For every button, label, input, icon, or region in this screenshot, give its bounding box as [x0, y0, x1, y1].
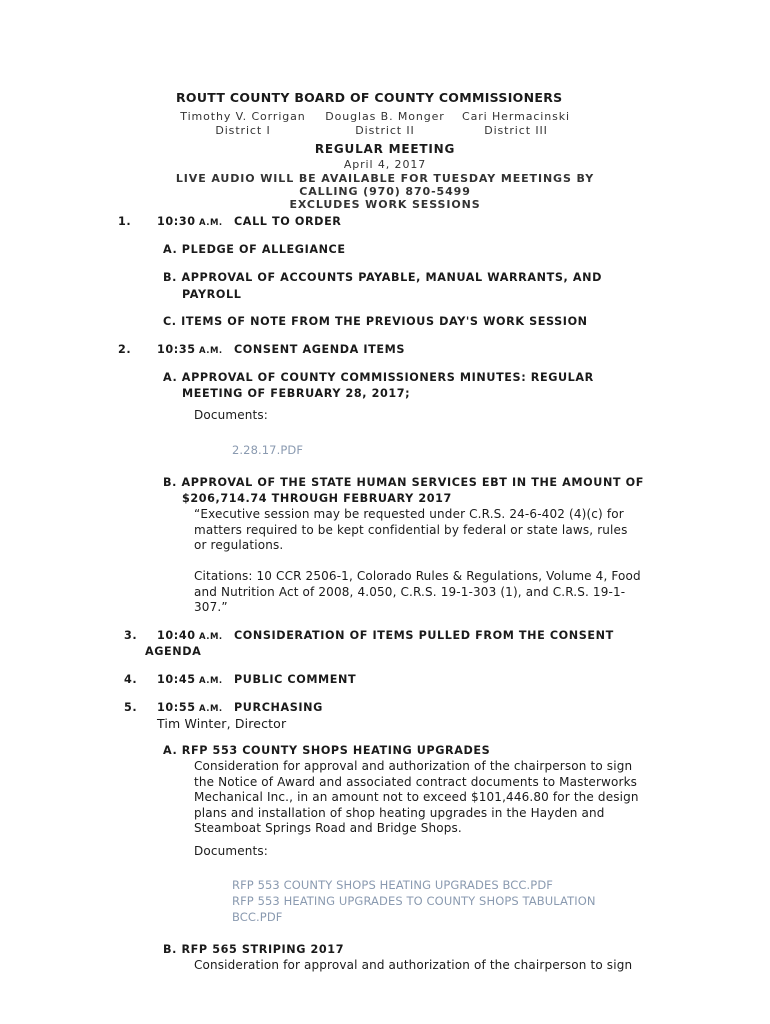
commissioner-2-district: District II — [355, 124, 415, 137]
item-5-title: PURCHASING — [234, 701, 323, 714]
document-link-2-28-17[interactable]: 2.28.17.PDF — [232, 443, 304, 457]
item-1b-line2: PAYROLL — [182, 288, 242, 301]
item-3-ampm: A.M. — [199, 632, 223, 642]
item-2b-line1: B. APPROVAL OF THE STATE HUMAN SERVICES EBT IN THE AMOUNT OF — [163, 476, 644, 489]
item-5b-title: B. RFP 565 STRIPING 2017 — [163, 943, 345, 956]
audio-notice-line2: CALLING (970) 870-5499 — [299, 185, 471, 198]
item-2b-line2: $206,714.74 THROUGH FEBRUARY 2017 — [182, 492, 452, 505]
item-2-time: 10:35 — [157, 343, 196, 356]
item-3-time: 10:40 — [157, 629, 196, 642]
item-5a-description: Consideration for approval and authorization of the chairperson to sign the Notice of Award and associated contract documents to Masterworks Mechanical Inc., in an amount not to exceed $101,446.80 for the design plans and installation of shop heating upgrades in the Hayden and Steamboat Springs Road and Bridge Shops. — [194, 759, 639, 836]
item-4-number: 4. — [124, 673, 138, 686]
item-5-time: 10:55 — [157, 701, 196, 714]
commissioner-3-name: Cari Hermacinski — [462, 110, 570, 123]
item-5-presenter: Tim Winter, Director — [157, 716, 287, 731]
item-3-title: CONSIDERATION OF ITEMS PULLED FROM THE CONSENT — [234, 629, 614, 642]
audio-notice-line3: EXCLUDES WORK SESSIONS — [289, 198, 481, 211]
item-4-ampm: A.M. — [199, 676, 223, 686]
item-1-time: 10:30 — [157, 215, 196, 228]
commissioner-1-district: District I — [215, 124, 271, 137]
item-2-number: 2. — [118, 343, 132, 356]
item-2b-executive-session-text: “Executive session may be requested under C.R.S. 24-6-402 (4)(c) for matters required to be kept confidential by federal or state laws, rules or regulations. — [194, 507, 628, 553]
document-link-rfp553-heating-upgrades[interactable]: RFP 553 COUNTY SHOPS HEATING UPGRADES BCC.PDF — [232, 878, 554, 892]
meeting-date: April 4, 2017 — [343, 158, 427, 171]
item-2b-citations-text: Citations: 10 CCR 2506-1, Colorado Rules & Regulations, Volume 4, Food and Nutrition Act of 2008, 4.050, C.R.S. 19-1-303 (1), and C.R.S. 19-1-307.” — [194, 569, 641, 615]
item-4-time: 10:45 — [157, 673, 196, 686]
item-3-title-line2: AGENDA — [145, 645, 202, 658]
item-1-number: 1. — [118, 215, 132, 228]
item-2a-documents-label: Documents: — [194, 408, 268, 422]
item-2-title: CONSENT AGENDA ITEMS — [234, 343, 405, 356]
commissioner-1-name: Timothy V. Corrigan — [180, 110, 306, 123]
document-link-rfp553-tabulation[interactable]: RFP 553 HEATING UPGRADES TO COUNTY SHOPS TABULATION BCC.PDF — [232, 894, 596, 924]
item-5a-title: A. RFP 553 COUNTY SHOPS HEATING UPGRADES — [163, 744, 491, 757]
meeting-type: REGULAR MEETING — [314, 142, 456, 156]
board-title: ROUTT COUNTY BOARD OF COUNTY COMMISSIONERS — [176, 90, 563, 105]
item-3-number: 3. — [124, 629, 138, 642]
item-1a: A. PLEDGE OF ALLEGIANCE — [163, 243, 346, 256]
item-1-ampm: A.M. — [199, 218, 223, 228]
item-5a-documents-label: Documents: — [194, 844, 268, 858]
item-2a-line2: MEETING OF FEBRUARY 28, 2017; — [182, 387, 411, 400]
item-1c: C. ITEMS OF NOTE FROM THE PREVIOUS DAY'S WORK SESSION — [163, 315, 588, 328]
audio-notice-line1: LIVE AUDIO WILL BE AVAILABLE FOR TUESDAY MEETINGS BY — [175, 172, 595, 185]
item-5b-description: Consideration for approval and authorization of the chairperson to sign — [194, 958, 633, 972]
item-5-number: 5. — [124, 701, 138, 714]
commissioner-3-district: District III — [484, 124, 548, 137]
commissioner-2-name: Douglas B. Monger — [325, 110, 445, 123]
item-4-title: PUBLIC COMMENT — [234, 673, 357, 686]
item-2-ampm: A.M. — [199, 346, 223, 356]
item-1b-line1: B. APPROVAL OF ACCOUNTS PAYABLE, MANUAL WARRANTS, AND — [163, 271, 602, 284]
item-1-title: CALL TO ORDER — [234, 215, 342, 228]
item-5-ampm: A.M. — [199, 704, 223, 714]
item-2a-line1: A. APPROVAL OF COUNTY COMMISSIONERS MINUTES: REGULAR — [163, 371, 594, 384]
